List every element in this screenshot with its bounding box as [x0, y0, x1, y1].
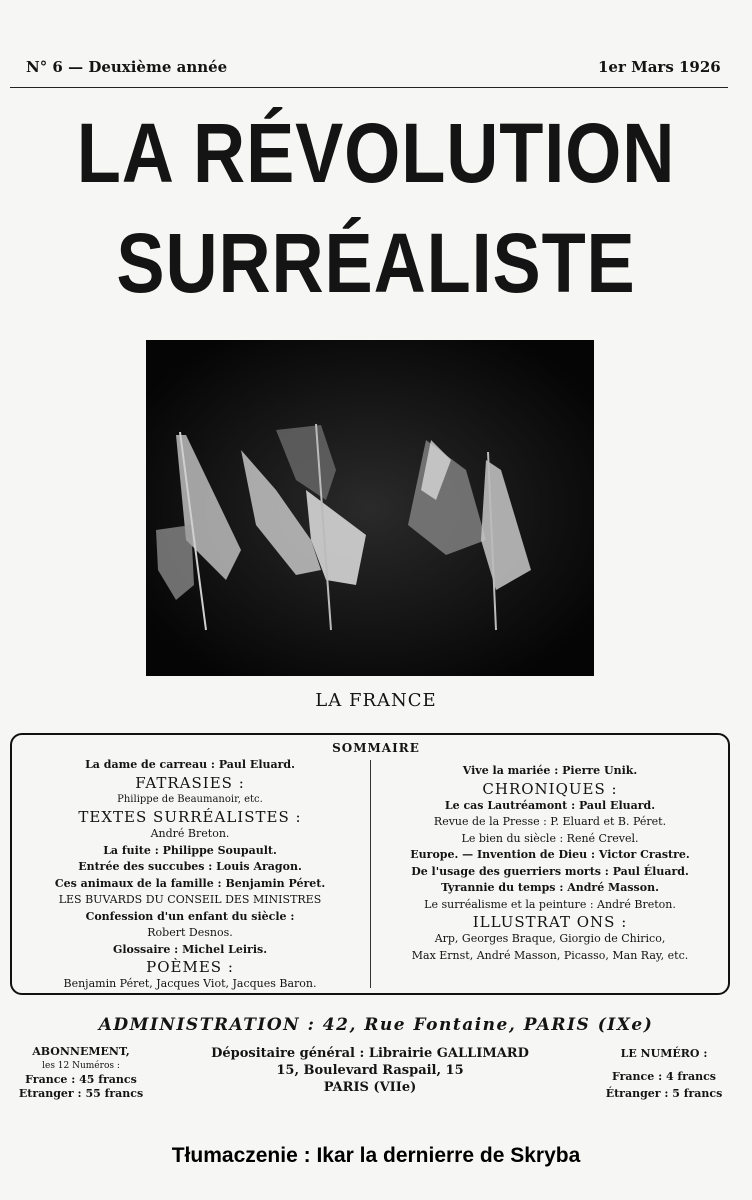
abonnement-block — [6, 1045, 156, 1101]
contents-line: De l'usage des guerriers morts : Paul Éluard. — [411, 864, 689, 878]
contents-line: Revue de la Presse : P. Eluard et B. Péret. — [433, 815, 667, 828]
contents-line: Confession d'un enfant du siècle : — [85, 909, 295, 923]
contents-line: Philippe de Beaumanoir, etc. — [117, 793, 263, 805]
contents-line: Arp, Georges Braque, Giorgio de Chirico, — [434, 932, 666, 945]
issue-date: 1er Mars 1926 — [598, 58, 721, 76]
contents-line: Vive la mariée : Pierre Unik. — [462, 764, 638, 777]
sommaire-heading: SOMMAIRE — [332, 741, 420, 755]
cover-photo — [146, 340, 594, 676]
depositaire-line: 15, Boulevard Raspail, 15 — [276, 1063, 464, 1078]
masthead-line-2: SURRÉALISTE — [116, 216, 636, 310]
contents-section-title: FATRASIES : — [135, 773, 245, 792]
contents-section-title: CHRONIQUES : — [482, 779, 618, 798]
sommaire-right-column — [380, 763, 720, 964]
numero-heading: LE NUMÉRO : — [620, 1047, 708, 1060]
abonnement-line: les 12 Numéros : — [42, 1061, 120, 1071]
contents-line: Le bien du siècle : René Crevel. — [461, 831, 639, 845]
contents-line: Ces animaux de la famille : Benjamin Péret. — [54, 876, 326, 890]
contents-line: La dame de carreau : Paul Eluard. — [85, 758, 295, 771]
administration-address: ADMINISTRATION : 42, Rue Fontaine, PARIS (IXe) — [98, 1015, 654, 1035]
depositaire-line: PARIS (VIIe) — [323, 1080, 417, 1095]
contents-section-title: POÈMES : — [146, 958, 234, 976]
abonnement-heading: ABONNEMENT, — [32, 1045, 130, 1058]
numero-block — [588, 1047, 740, 1101]
contents-line: Le surréalisme et la peinture : André Breton. — [424, 897, 676, 911]
contents-line: Max Ernst, André Masson, Picasso, Man Ray, etc. — [411, 948, 689, 962]
abonnement-line: France : 45 francs — [25, 1073, 137, 1086]
sommaire-divider — [370, 760, 371, 988]
depositaire-block — [180, 1045, 560, 1096]
header-rule — [10, 87, 728, 88]
contents-line: La fuite : Philippe Soupault. — [103, 843, 277, 857]
contents-section-title: TEXTES SURRÉALISTES : — [78, 808, 302, 826]
contents-section-title: ILLUSTRAT ONS : — [472, 913, 628, 931]
abonnement-line: Etranger : 55 francs — [18, 1087, 144, 1100]
contents-line: Europe. — Invention de Dieu : Victor Crastre. — [410, 848, 690, 861]
contents-line: Robert Desnos. — [147, 926, 233, 939]
numero-line: France : 4 francs — [612, 1070, 716, 1083]
translator-credit: Tłumaczenie : Ikar la dernierre de Skryba — [171, 1144, 581, 1167]
contents-line: Le cas Lautréamont : Paul Eluard. — [444, 798, 656, 812]
numero-line: Étranger : 5 francs — [605, 1087, 723, 1100]
contents-line: Entrée des succubes : Louis Aragon. — [78, 860, 302, 873]
contents-line: Benjamin Péret, Jacques Viot, Jacques Baron. — [63, 977, 317, 990]
contents-line: LES BUVARDS DU CONSEIL DES MINISTRES — [58, 893, 322, 906]
sommaire-left-column — [20, 757, 360, 993]
contents-line: Glossaire : Michel Leiris. — [112, 942, 268, 956]
photo-caption: LA FRANCE — [315, 690, 437, 711]
issue-number: N° 6 — Deuxième année — [26, 58, 228, 76]
masthead-line-1: LA RÉVOLUTION — [76, 106, 676, 200]
contents-line: Tyrannie du temps : André Masson. — [441, 881, 659, 894]
contents-line: André Breton. — [150, 827, 230, 840]
depositaire-line: Dépositaire général : Librairie GALLIMARD — [211, 1046, 529, 1061]
